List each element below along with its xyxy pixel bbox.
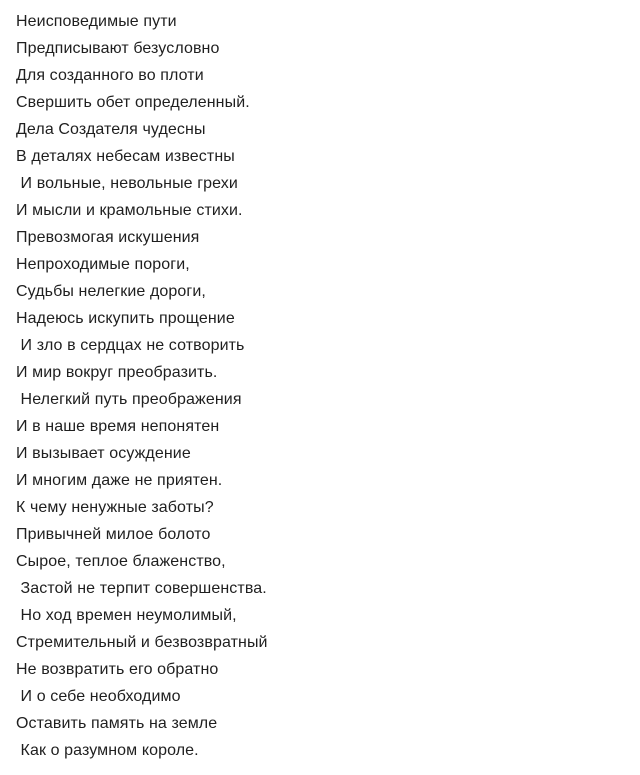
poem-line: Надеюсь искупить прощение — [16, 310, 235, 327]
poem-line: Застой не терпит совершенства. — [16, 580, 267, 597]
poem-line: Предписывают безусловно — [16, 40, 220, 57]
poem-line: Как о разумном короле. — [16, 742, 199, 759]
poem-line: К чему ненужные заботы? — [16, 499, 214, 516]
poem-line: Непроходимые пороги, — [16, 256, 190, 273]
poem-line: В деталях небесам известны — [16, 148, 235, 165]
poem-line: Привычней милое болото — [16, 526, 211, 543]
poem-line: Нелегкий путь преображения — [16, 391, 242, 408]
poem-line: Превозмогая искушения — [16, 229, 200, 246]
poem-line: И мысли и крамольные стихи. — [16, 202, 243, 219]
poem-line: Сырое, теплое блаженство, — [16, 553, 226, 570]
poem-line: И мир вокруг преобразить. — [16, 364, 218, 381]
poem-line: И о себе необходимо — [16, 688, 181, 705]
poem-text — [16, 8, 268, 764]
poem-line: Неисповедимые пути — [16, 13, 177, 30]
poem-line: Оставить память на земле — [16, 715, 218, 732]
poem-line: И вызывает осуждение — [16, 445, 191, 462]
poem-line: И зло в сердцах не сотворить — [16, 337, 245, 354]
poem-line: Свершить обет определенный. — [16, 94, 250, 111]
poem-line: И многим даже не приятен. — [16, 472, 223, 489]
poem-line: Но ход времен неумолимый, — [16, 607, 237, 624]
poem-line: Не возвратить его обратно — [16, 661, 219, 678]
poem-line: Судьбы нелегкие дороги, — [16, 283, 206, 300]
poem-line: Дела Создателя чудесны — [16, 121, 206, 138]
poem-line: Для созданного во плоти — [16, 67, 204, 84]
poem-line: Стремительный и безвозвратный — [16, 634, 268, 651]
poem-line: И в наше время непонятен — [16, 418, 220, 435]
poem-line: И вольные, невольные грехи — [16, 175, 238, 192]
